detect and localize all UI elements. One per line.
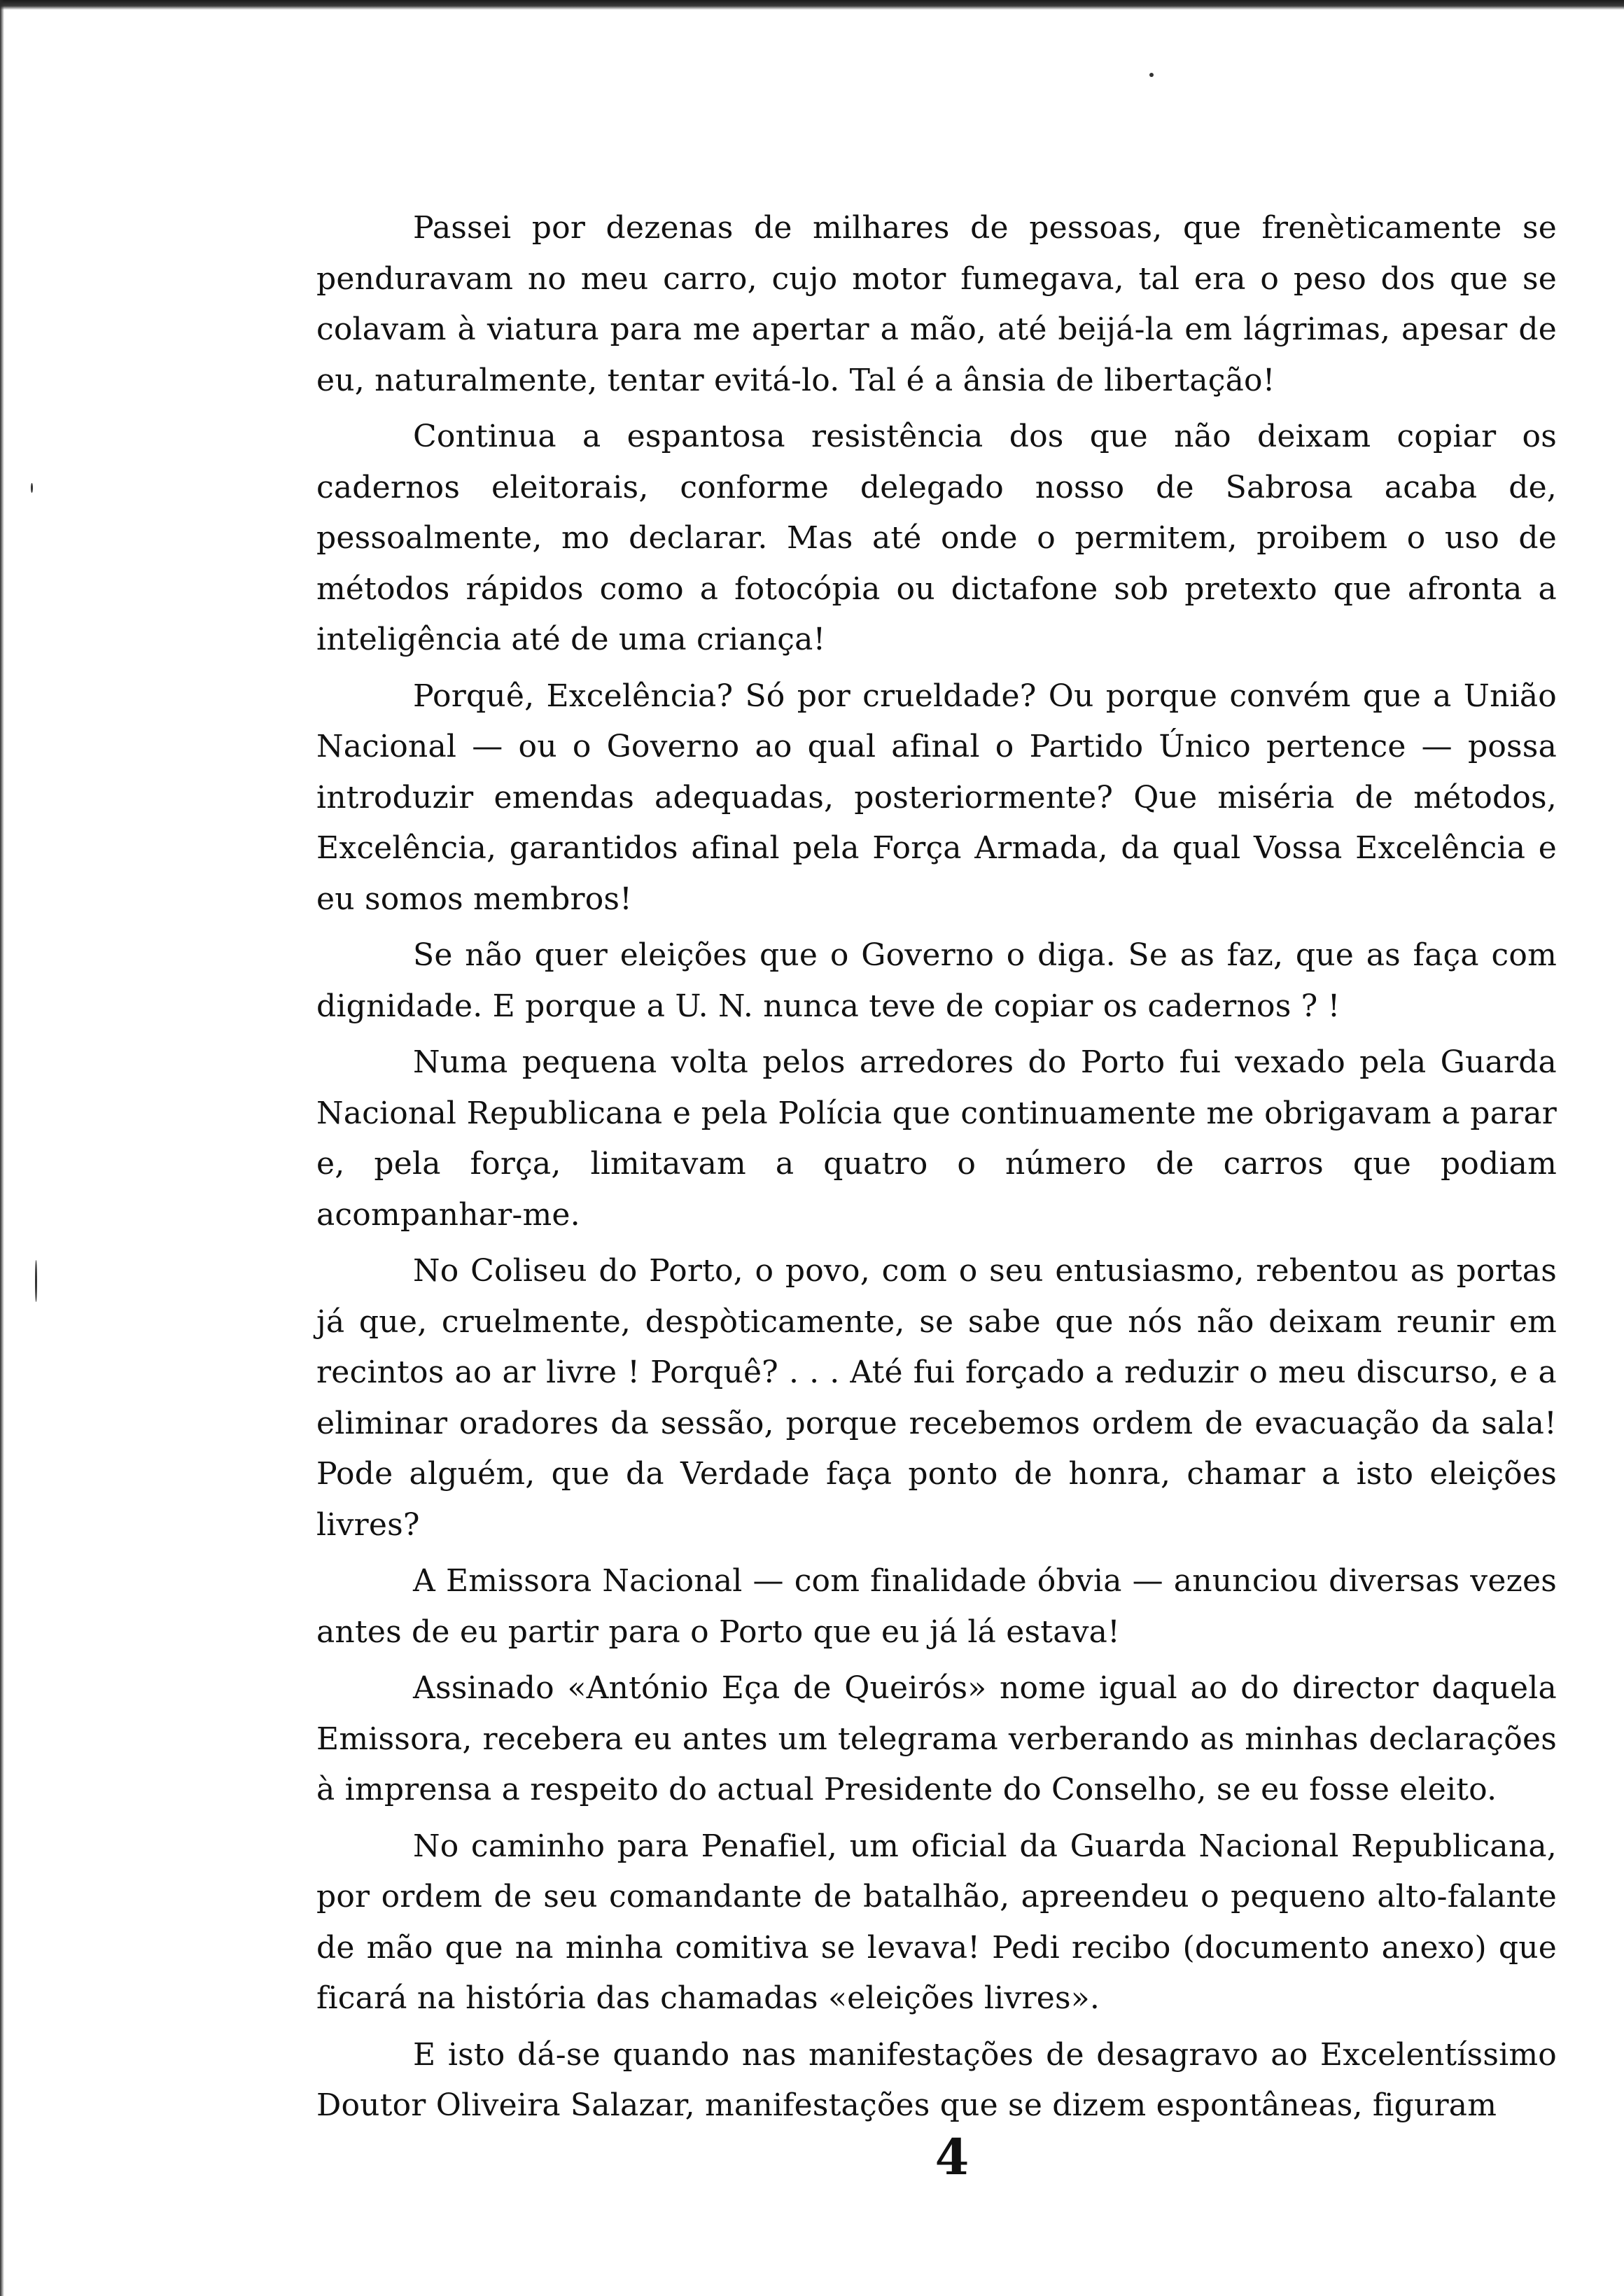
scan-speck [1149,73,1154,77]
scan-speck [35,1260,37,1302]
paragraph-10: E isto dá-se quando nas manifestações de desagravo ao Excelentíssimo Doutor Oliveira Salazar, manifestações que se dizem espontâneas, figuram [316,2036,1557,2123]
paragraph-5: Numa pequena volta pelos arredores do Porto fui vexado pela Guarda Nacional Republicana e pela Polícia que continuamente me obrigavam a parar e, pela força, limitavam a quatro o número de carros que podiam acompanhar-me. [316,1044,1557,1233]
paragraph-6: No Coliseu do Porto, o povo, com o seu entusiasmo, rebentou as portas já que, cruelmente, despòticamente, se sabe que nós não deixam reunir em recintos ao ar livre ! Porquê? . . . Até fui forçado a reduzir o meu discurso, e a eliminar oradores da sessão, porque recebemos ordem de evacuação da sala! Pode alguém, que da Verdade faça ponto de honra, chamar a isto eleições livres? [316,1253,1557,1543]
scan-top-edge [0,0,1624,10]
document-body [316,203,1557,2137]
paragraph-2: Continua a espantosa resistência dos que não deixam copiar os cadernos eleitorais, conforme delegado nosso de Sabrosa acaba de, pessoalmente, mo declarar. Mas até onde o permitem, proibem o uso de métodos rápidos como a fotocópia ou dictafone sob pretexto que afronta a inteligência até de uma criança! [316,419,1557,657]
paragraph-9: No caminho para Penafiel, um oficial da Guarda Nacional Republicana, por ordem de seu comandante de batalhão, apreendeu o pequeno alto-falante de mão que na minha comitiva se levava! Pedi recibo (documento anexo) que ficará na história das chamadas «eleições livres». [316,1828,1557,2016]
page-number: 4 [934,2128,969,2186]
paragraph-3: Porquê, Excelência? Só por crueldade? Ou porque convém que a União Nacional — ou o Governo ao qual afinal o Partido Único pertence — possa introduzir emendas adequadas, posteriormente? Que miséria de métodos, Excelência, garantidos afinal pela Força Armada, da qual Vossa Excelência e eu somos membros! [316,678,1557,917]
paragraph-8: Assinado «António Eça de Queirós» nome igual ao do director daquela Emissora, recebera eu antes um telegrama verberando as minhas declarações à imprensa a respeito do actual Presidente do Conselho, se eu fosse eleito. [316,1670,1557,1807]
paragraph-4: Se não quer eleições que o Governo o diga. Se as faz, que as faça com dignidade. E porque a U. N. nunca teve de copiar os cadernos ? ! [316,937,1557,1024]
scan-speck [31,483,33,493]
paragraph-1: Passei por dezenas de milhares de pessoas, que frenèticamente se penduravam no meu carro, cujo motor fumegava, tal era o peso dos que se colavam à viatura para me apertar a mão, até beijá-la em lágrimas, apesar de eu, naturalmente, tentar evitá-lo. Tal é a ânsia de libertação! [316,210,1557,398]
scan-left-edge [0,0,4,2296]
paragraph-7: A Emissora Nacional — com finalidade óbvia — anunciou diversas vezes antes de eu partir para o Porto que eu já lá estava! [316,1563,1557,1650]
